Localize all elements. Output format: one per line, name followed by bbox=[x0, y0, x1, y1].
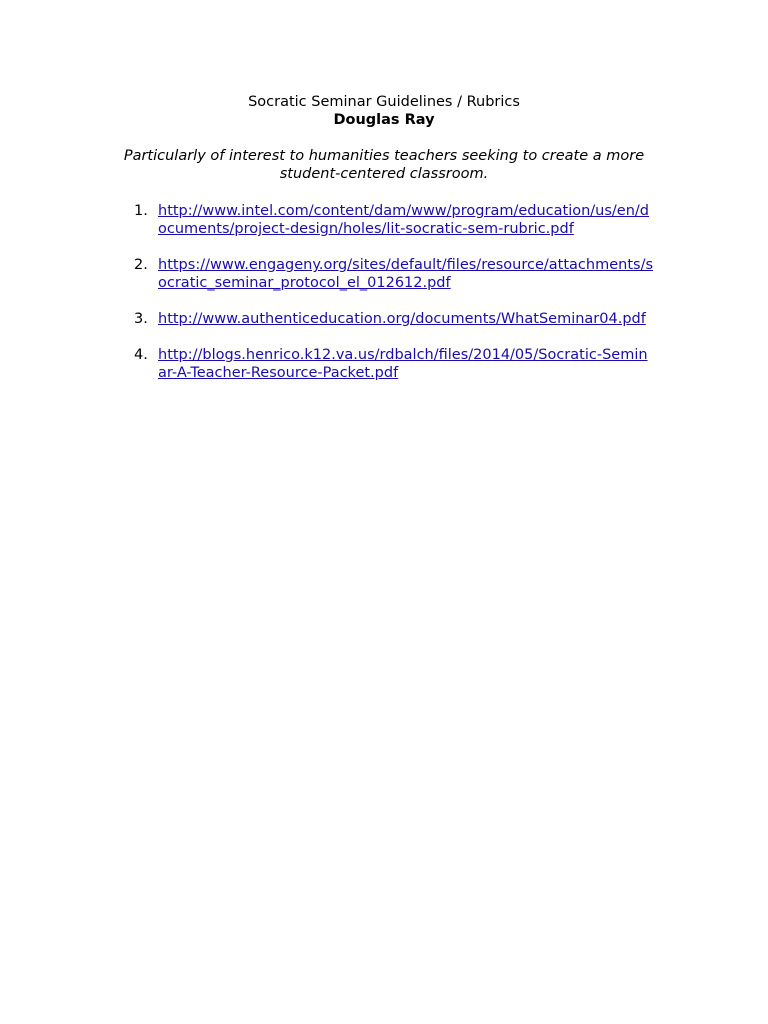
resource-link[interactable]: http://blogs.henrico.k12.va.us/rdbalch/files/2014/05/Socratic-Seminar-A-Teacher-Resource-Packet.pdf bbox=[158, 347, 648, 381]
document-intro: Particularly of interest to humanities teachers seeking to create a more student-centered classroom. bbox=[123, 148, 645, 182]
resource-link[interactable]: http://www.authenticeducation.org/documents/WhatSeminar04.pdf bbox=[158, 311, 646, 327]
document-title: Socratic Seminar Guidelines / Rubrics bbox=[248, 94, 520, 110]
list-number: 2. bbox=[134, 257, 148, 273]
document-author: Douglas Ray bbox=[333, 112, 435, 128]
list-item bbox=[120, 256, 660, 292]
list-item bbox=[120, 202, 660, 238]
list-item bbox=[120, 310, 660, 328]
link-list bbox=[120, 202, 660, 400]
resource-link[interactable]: https://www.engageny.org/sites/default/files/resource/attachments/socratic_seminar_protocol_el_012612.pdf bbox=[158, 257, 654, 291]
list-item bbox=[120, 346, 660, 382]
resource-link[interactable]: http://www.intel.com/content/dam/www/program/education/us/en/documents/project-design/holes/lit-socratic-sem-rubric.pdf bbox=[158, 203, 649, 237]
list-number: 4. bbox=[134, 347, 148, 363]
list-number: 1. bbox=[134, 203, 148, 219]
list-number: 3. bbox=[134, 311, 148, 327]
